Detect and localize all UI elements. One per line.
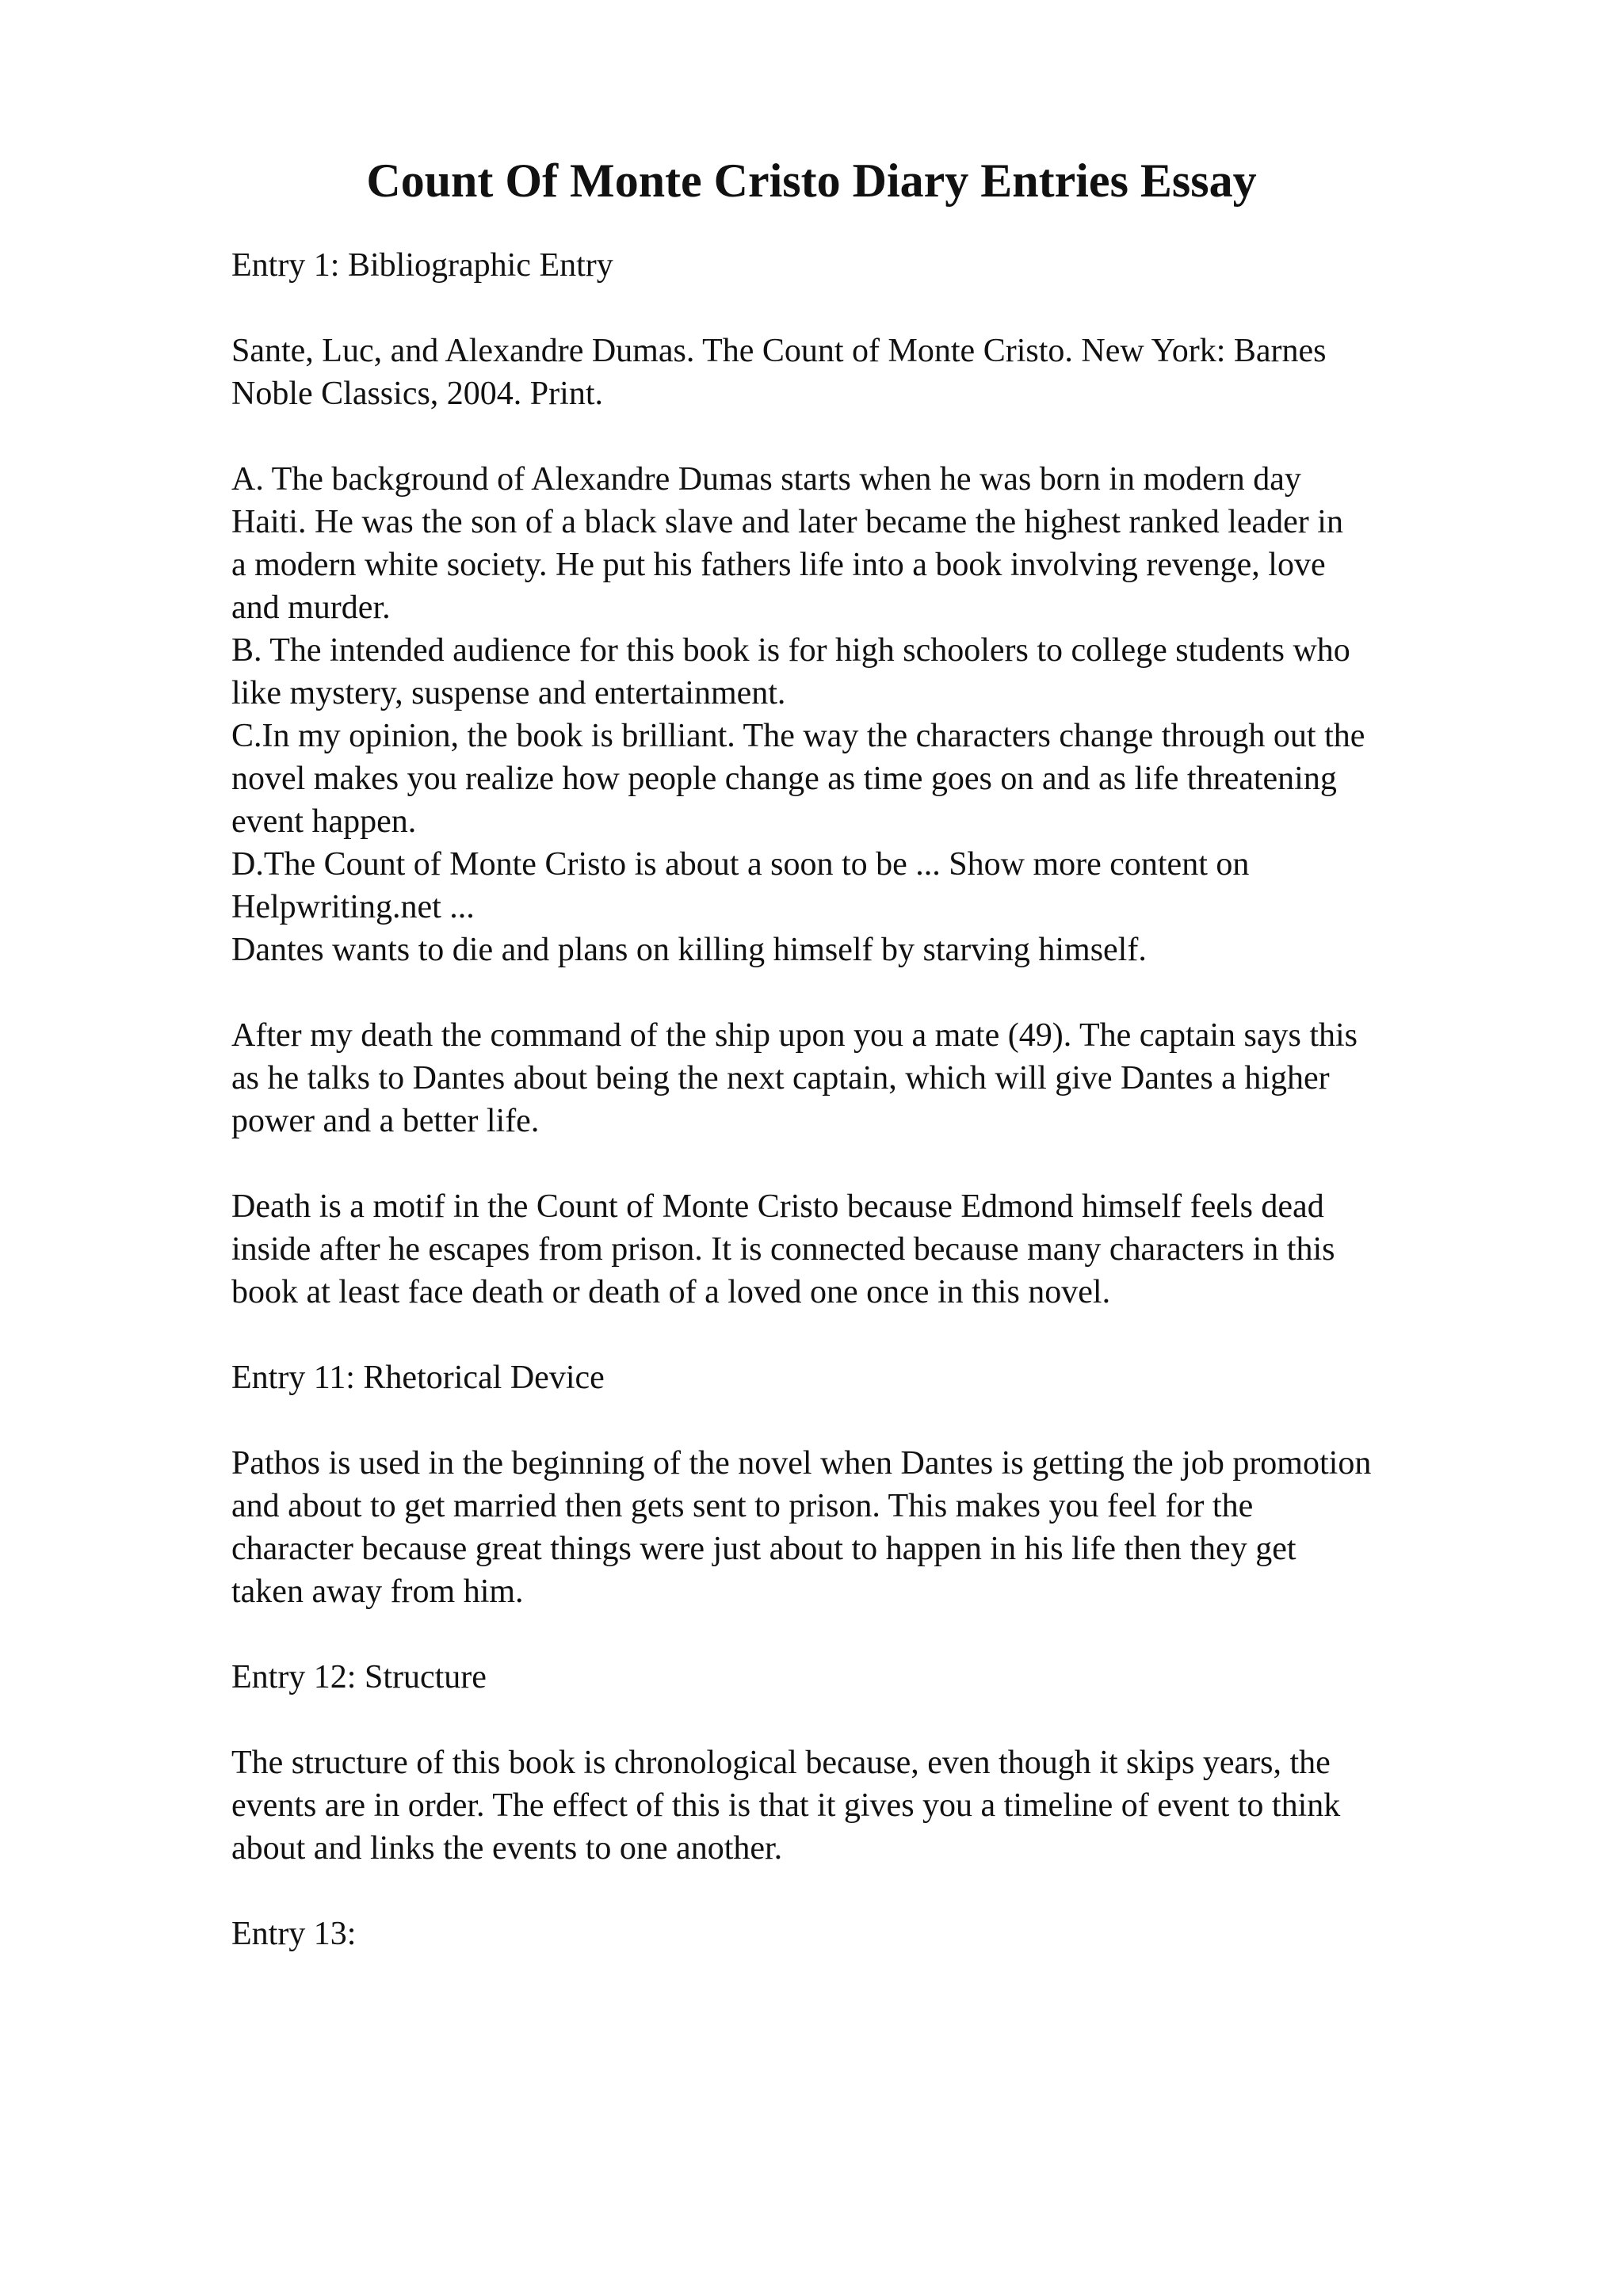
text-line: D.The Count of Monte Cristo is about a soon to be ... Show more content on <box>231 846 1250 883</box>
text-line: as he talks to Dantes about being the next captain, which will give Dantes a higher <box>231 1060 1330 1097</box>
text-line: The structure of this book is chronological because, even though it skips years, the <box>231 1745 1331 1781</box>
text-line: Haiti. He was the son of a black slave and later became the highest ranked leader in <box>231 504 1343 540</box>
paragraph-a-background <box>231 458 1515 629</box>
document-body <box>231 244 1515 1998</box>
document-title: Count Of Monte Cristo Diary Entries Essay <box>366 154 1257 207</box>
text-line: event happen. <box>231 803 417 840</box>
paragraph-captain-quote <box>231 1014 1515 1142</box>
entry-1-heading <box>231 244 1515 287</box>
paragraph-death-motif <box>231 1185 1515 1314</box>
text-line: taken away from him. <box>231 1573 524 1610</box>
text-line: Entry 11: Rhetorical Device <box>231 1360 605 1396</box>
text-line: and murder. <box>231 589 391 626</box>
text-line: about and links the events to one another. <box>231 1830 783 1867</box>
paragraph-pathos <box>231 1442 1515 1613</box>
text-line: Entry 1: Bibliographic Entry <box>231 247 613 284</box>
entry-12-heading <box>231 1656 1515 1699</box>
text-line: character because great things were just about to happen in his life then they get <box>231 1531 1296 1567</box>
text-line: Entry 12: Structure <box>231 1659 487 1695</box>
entry-11-heading <box>231 1356 1515 1399</box>
text-line: power and a better life. <box>231 1103 540 1139</box>
paragraph-c-opinion <box>231 715 1515 843</box>
text-line: a modern white society. He put his fathers life into a book involving revenge, love <box>231 547 1326 583</box>
entry-13-heading <box>231 1913 1515 1955</box>
text-line: After my death the command of the ship upon you a mate (49). The captain says this <box>231 1017 1358 1054</box>
text-line: inside after he escapes from prison. It is connected because many characters in this <box>231 1231 1335 1268</box>
text-line: Dantes wants to die and plans on killing himself by starving himself. <box>231 932 1147 968</box>
text-line: novel makes you realize how people change as time goes on and as life threatening <box>231 761 1337 797</box>
text-line: like mystery, suspense and entertainment. <box>231 675 786 711</box>
text-line: Noble Classics, 2004. Print. <box>231 376 603 412</box>
text-line: B. The intended audience for this book is for high schoolers to college students who <box>231 632 1350 669</box>
text-line: Sante, Luc, and Alexandre Dumas. The Count of Monte Cristo. New York: Barnes <box>231 333 1327 369</box>
text-line: Helpwriting.net ... <box>231 889 475 925</box>
paragraph-structure <box>231 1741 1515 1870</box>
paragraph-dantes-wants-to-die <box>231 929 1515 971</box>
text-line: A. The background of Alexandre Dumas starts when he was born in modern day <box>231 461 1301 498</box>
text-line: book at least face death or death of a loved one once in this novel. <box>231 1274 1111 1310</box>
paragraph-d-summary <box>231 843 1515 929</box>
text-line: Entry 13: <box>231 1916 357 1952</box>
text-line: events are in order. The effect of this is that it gives you a timeline of event to think <box>231 1787 1341 1824</box>
text-line: Death is a motif in the Count of Monte Cristo because Edmond himself feels dead <box>231 1188 1324 1225</box>
text-line: Pathos is used in the beginning of the novel when Dantes is getting the job promotion <box>231 1445 1372 1482</box>
text-line: C.In my opinion, the book is brilliant. The way the characters change through out the <box>231 718 1365 754</box>
paragraph-b-audience <box>231 629 1515 715</box>
text-line: and about to get married then gets sent to prison. This makes you feel for the <box>231 1488 1254 1524</box>
bibliographic-citation <box>231 330 1515 415</box>
